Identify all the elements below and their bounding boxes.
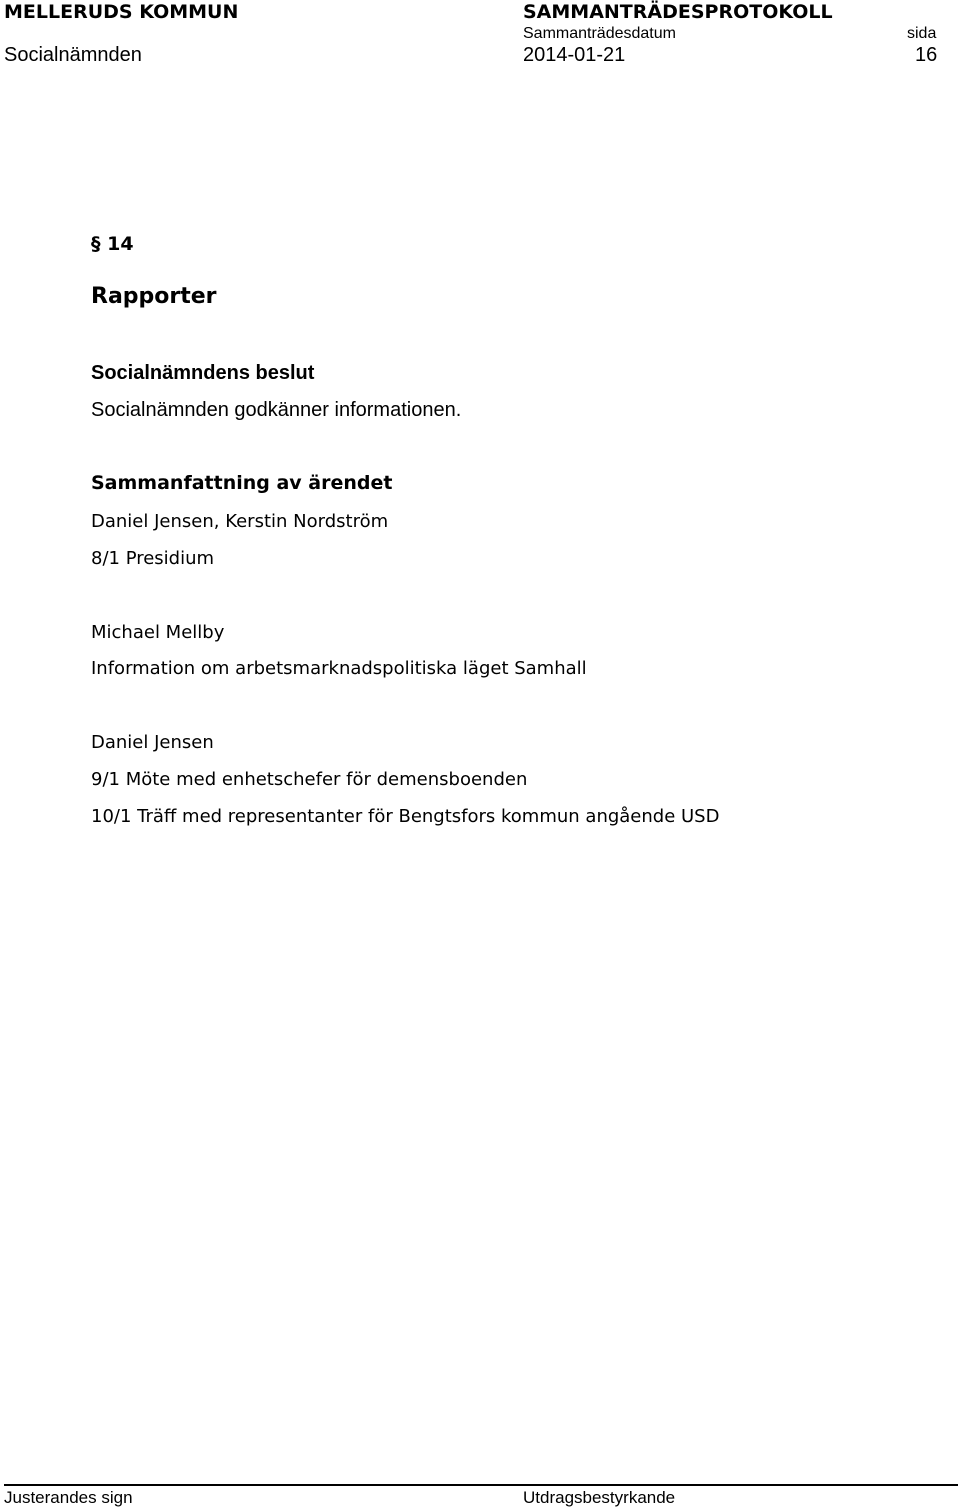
page-label: sida (907, 25, 937, 42)
decision-text: Socialnämnden godkänner informationen. (91, 399, 462, 421)
organization-name: MELLERUDS KOMMUN (4, 1, 239, 23)
summary-line: 10/1 Träff med representanter för Bengtsfors kommun angående USD (91, 806, 720, 827)
footer-certification-label: Utdragsbestyrkande (523, 1488, 676, 1507)
summary-line: Daniel Jensen (91, 732, 214, 753)
committee-name: Socialnämnden (4, 44, 142, 66)
document-type: SAMMANTRÄDESPROTOKOLL (523, 1, 833, 23)
meeting-date: 2014-01-21 (523, 44, 626, 66)
section-number: § 14 (91, 233, 134, 255)
footer-divider (4, 1484, 958, 1486)
date-label: Sammanträdesdatum (523, 25, 676, 42)
summary-line: 9/1 Möte med enhetschefer för demensboenden (91, 769, 528, 790)
summary-line: Information om arbetsmarknadspolitiska läget Samhall (91, 658, 587, 679)
decision-heading: Socialnämndens beslut (91, 362, 315, 384)
footer-signature-label: Justerandes sign (4, 1488, 133, 1507)
summary-line: Michael Mellby (91, 622, 225, 643)
summary-heading: Sammanfattning av ärendet (91, 472, 393, 494)
page-number: 16 (915, 44, 938, 66)
summary-line: Daniel Jensen, Kerstin Nordström (91, 511, 389, 532)
section-title: Rapporter (91, 284, 217, 309)
summary-line: 8/1 Presidium (91, 548, 215, 569)
